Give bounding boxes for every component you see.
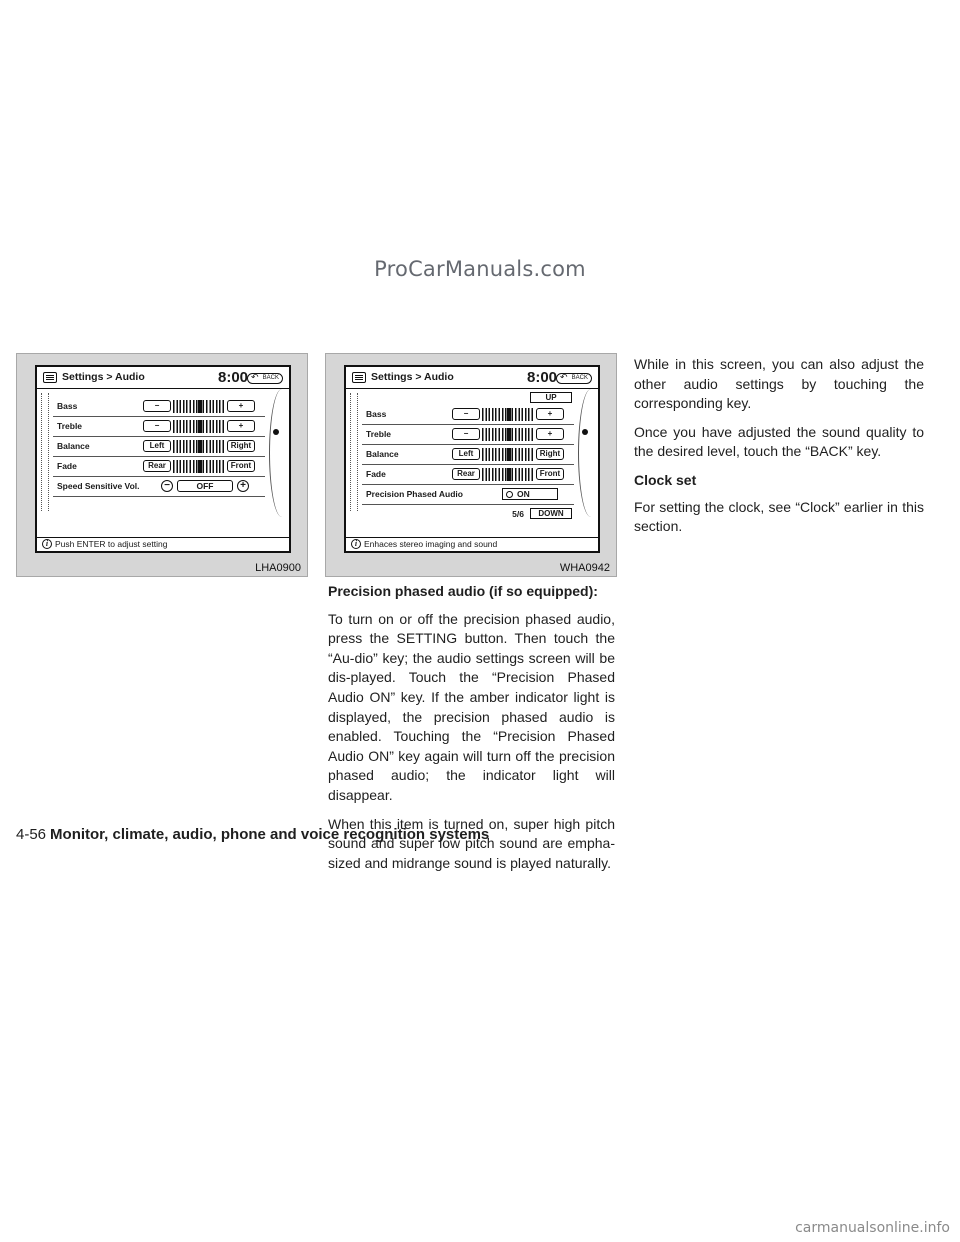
fade-level-bar bbox=[173, 460, 226, 473]
setting-row-balance bbox=[362, 445, 574, 465]
screen-footer bbox=[37, 537, 289, 551]
figure-audio-settings-precision bbox=[325, 353, 617, 577]
setting-row-bass bbox=[362, 405, 574, 425]
scroll-indicator bbox=[578, 389, 594, 517]
treble-level-bar bbox=[482, 428, 535, 441]
setting-row-balance bbox=[53, 437, 265, 457]
bass-decrease-key[interactable]: − bbox=[143, 400, 171, 412]
setting-row-treble bbox=[53, 417, 265, 437]
up-button[interactable]: UP bbox=[530, 392, 572, 403]
row-label: Fade bbox=[57, 461, 77, 471]
row-label: Fade bbox=[366, 469, 386, 479]
figure-code: LHA0900 bbox=[255, 562, 301, 574]
bass-level-bar bbox=[173, 400, 226, 413]
footer-hint: Push ENTER to adjust setting bbox=[55, 539, 168, 549]
left-scale-decoration bbox=[39, 393, 49, 511]
row-label: Speed Sensitive Vol. bbox=[57, 481, 140, 491]
chapter-title: Monitor, climate, audio, phone and voice recognition systems bbox=[50, 826, 490, 843]
setting-row-precision-phased-audio bbox=[362, 485, 574, 505]
menu-icon bbox=[352, 372, 366, 383]
bass-increase-key[interactable]: + bbox=[536, 408, 564, 420]
treble-increase-key[interactable]: + bbox=[227, 420, 255, 432]
paragraph: For setting the clock, see “Clock” earlier in this section. bbox=[634, 498, 924, 535]
paragraph: While in this screen, you can also adjust the other audio settings by touching the corresponding key. bbox=[634, 356, 924, 412]
footer-hint: Enhaces stereo imaging and sound bbox=[364, 539, 498, 549]
text-column-right bbox=[634, 355, 924, 546]
row-label: Bass bbox=[57, 401, 78, 411]
watermark-bottom: carmanualsonline.info bbox=[795, 1220, 950, 1236]
treble-decrease-key[interactable]: − bbox=[143, 420, 171, 432]
screen-header bbox=[37, 367, 289, 389]
balance-level-bar bbox=[482, 448, 535, 461]
display-screen bbox=[344, 365, 600, 553]
info-icon: i bbox=[351, 539, 361, 549]
paragraph: When this item is turned on, super high pitch sound and super low pitch sound are empha-sized and midrange sound is played naturally. bbox=[328, 815, 615, 871]
back-button[interactable]: ↶ BACK bbox=[247, 373, 283, 384]
bass-decrease-key[interactable]: − bbox=[452, 408, 480, 420]
back-button[interactable]: ↶ BACK bbox=[556, 373, 592, 384]
section-heading-precision-phased-audio: Precision phased audio (if so equipped): bbox=[328, 583, 598, 599]
screen-footer bbox=[346, 537, 598, 551]
page-number: 4-56 bbox=[16, 826, 47, 843]
paragraph: To turn on or off the precision phased audio, press the SETTING button. Then touch the “Au-dio” key; the audio settings screen will be dis-played. Touch the “Precision Phased Audio ON” key. If the amber indicator light is displayed, the precision phased audio is enabled. Touching the “Precision Phased Audio ON” key again will turn off the precision phased audio; the indicator light will disappear. bbox=[328, 610, 615, 803]
setting-row-bass bbox=[53, 397, 265, 417]
fade-front-key[interactable]: Front bbox=[536, 468, 564, 480]
menu-icon bbox=[43, 372, 57, 383]
clock-display: 8:00 bbox=[218, 369, 249, 386]
plus-circle-key[interactable]: + bbox=[237, 480, 249, 492]
scroll-indicator bbox=[269, 389, 285, 517]
section-heading-clock-set: Clock set bbox=[634, 471, 697, 488]
figure-audio-settings bbox=[16, 353, 308, 577]
balance-left-key[interactable]: Left bbox=[452, 448, 480, 460]
balance-right-key[interactable]: Right bbox=[536, 448, 564, 460]
setting-row-fade bbox=[362, 465, 574, 485]
figure-code: WHA0942 bbox=[559, 562, 610, 574]
fade-rear-key[interactable]: Rear bbox=[452, 468, 480, 480]
row-label: Bass bbox=[366, 409, 387, 419]
screen-header bbox=[346, 367, 598, 389]
left-scale-decoration bbox=[348, 393, 358, 511]
row-label: Balance bbox=[366, 449, 399, 459]
treble-decrease-key[interactable]: − bbox=[452, 428, 480, 440]
info-icon: i bbox=[42, 539, 52, 549]
watermark-top: ProCarManuals.com bbox=[374, 257, 586, 281]
fade-front-key[interactable]: Front bbox=[227, 460, 255, 472]
minus-circle-key[interactable]: − bbox=[161, 480, 173, 492]
paragraph: Once you have adjusted the sound quality to the desired level, touch the “BACK” key. bbox=[634, 423, 924, 460]
setting-row-fade bbox=[53, 457, 265, 477]
screen-title: Settings > Audio bbox=[371, 371, 454, 383]
treble-increase-key[interactable]: + bbox=[536, 428, 564, 440]
setting-row-treble bbox=[362, 425, 574, 445]
row-label: Precision Phased Audio bbox=[366, 489, 463, 499]
bass-level-bar bbox=[482, 408, 535, 421]
treble-level-bar bbox=[173, 420, 226, 433]
speed-sensitive-vol-value: OFF bbox=[177, 480, 233, 492]
balance-right-key[interactable]: Right bbox=[227, 440, 255, 452]
down-button[interactable]: DOWN bbox=[530, 508, 572, 519]
row-label: Treble bbox=[366, 429, 392, 439]
balance-level-bar bbox=[173, 440, 226, 453]
row-label: Treble bbox=[57, 421, 83, 431]
setting-row-speed-sensitive-vol bbox=[53, 477, 265, 497]
bass-increase-key[interactable]: + bbox=[227, 400, 255, 412]
row-label: Balance bbox=[57, 441, 90, 451]
clock-display: 8:00 bbox=[527, 369, 558, 386]
display-screen bbox=[35, 365, 291, 553]
balance-left-key[interactable]: Left bbox=[143, 440, 171, 452]
page-indicator: 5/6 bbox=[512, 509, 524, 519]
fade-rear-key[interactable]: Rear bbox=[143, 460, 171, 472]
screen-title: Settings > Audio bbox=[62, 371, 145, 383]
fade-level-bar bbox=[482, 468, 535, 481]
page-footer bbox=[16, 826, 489, 843]
precision-phased-audio-on-key[interactable]: ON bbox=[502, 488, 558, 500]
